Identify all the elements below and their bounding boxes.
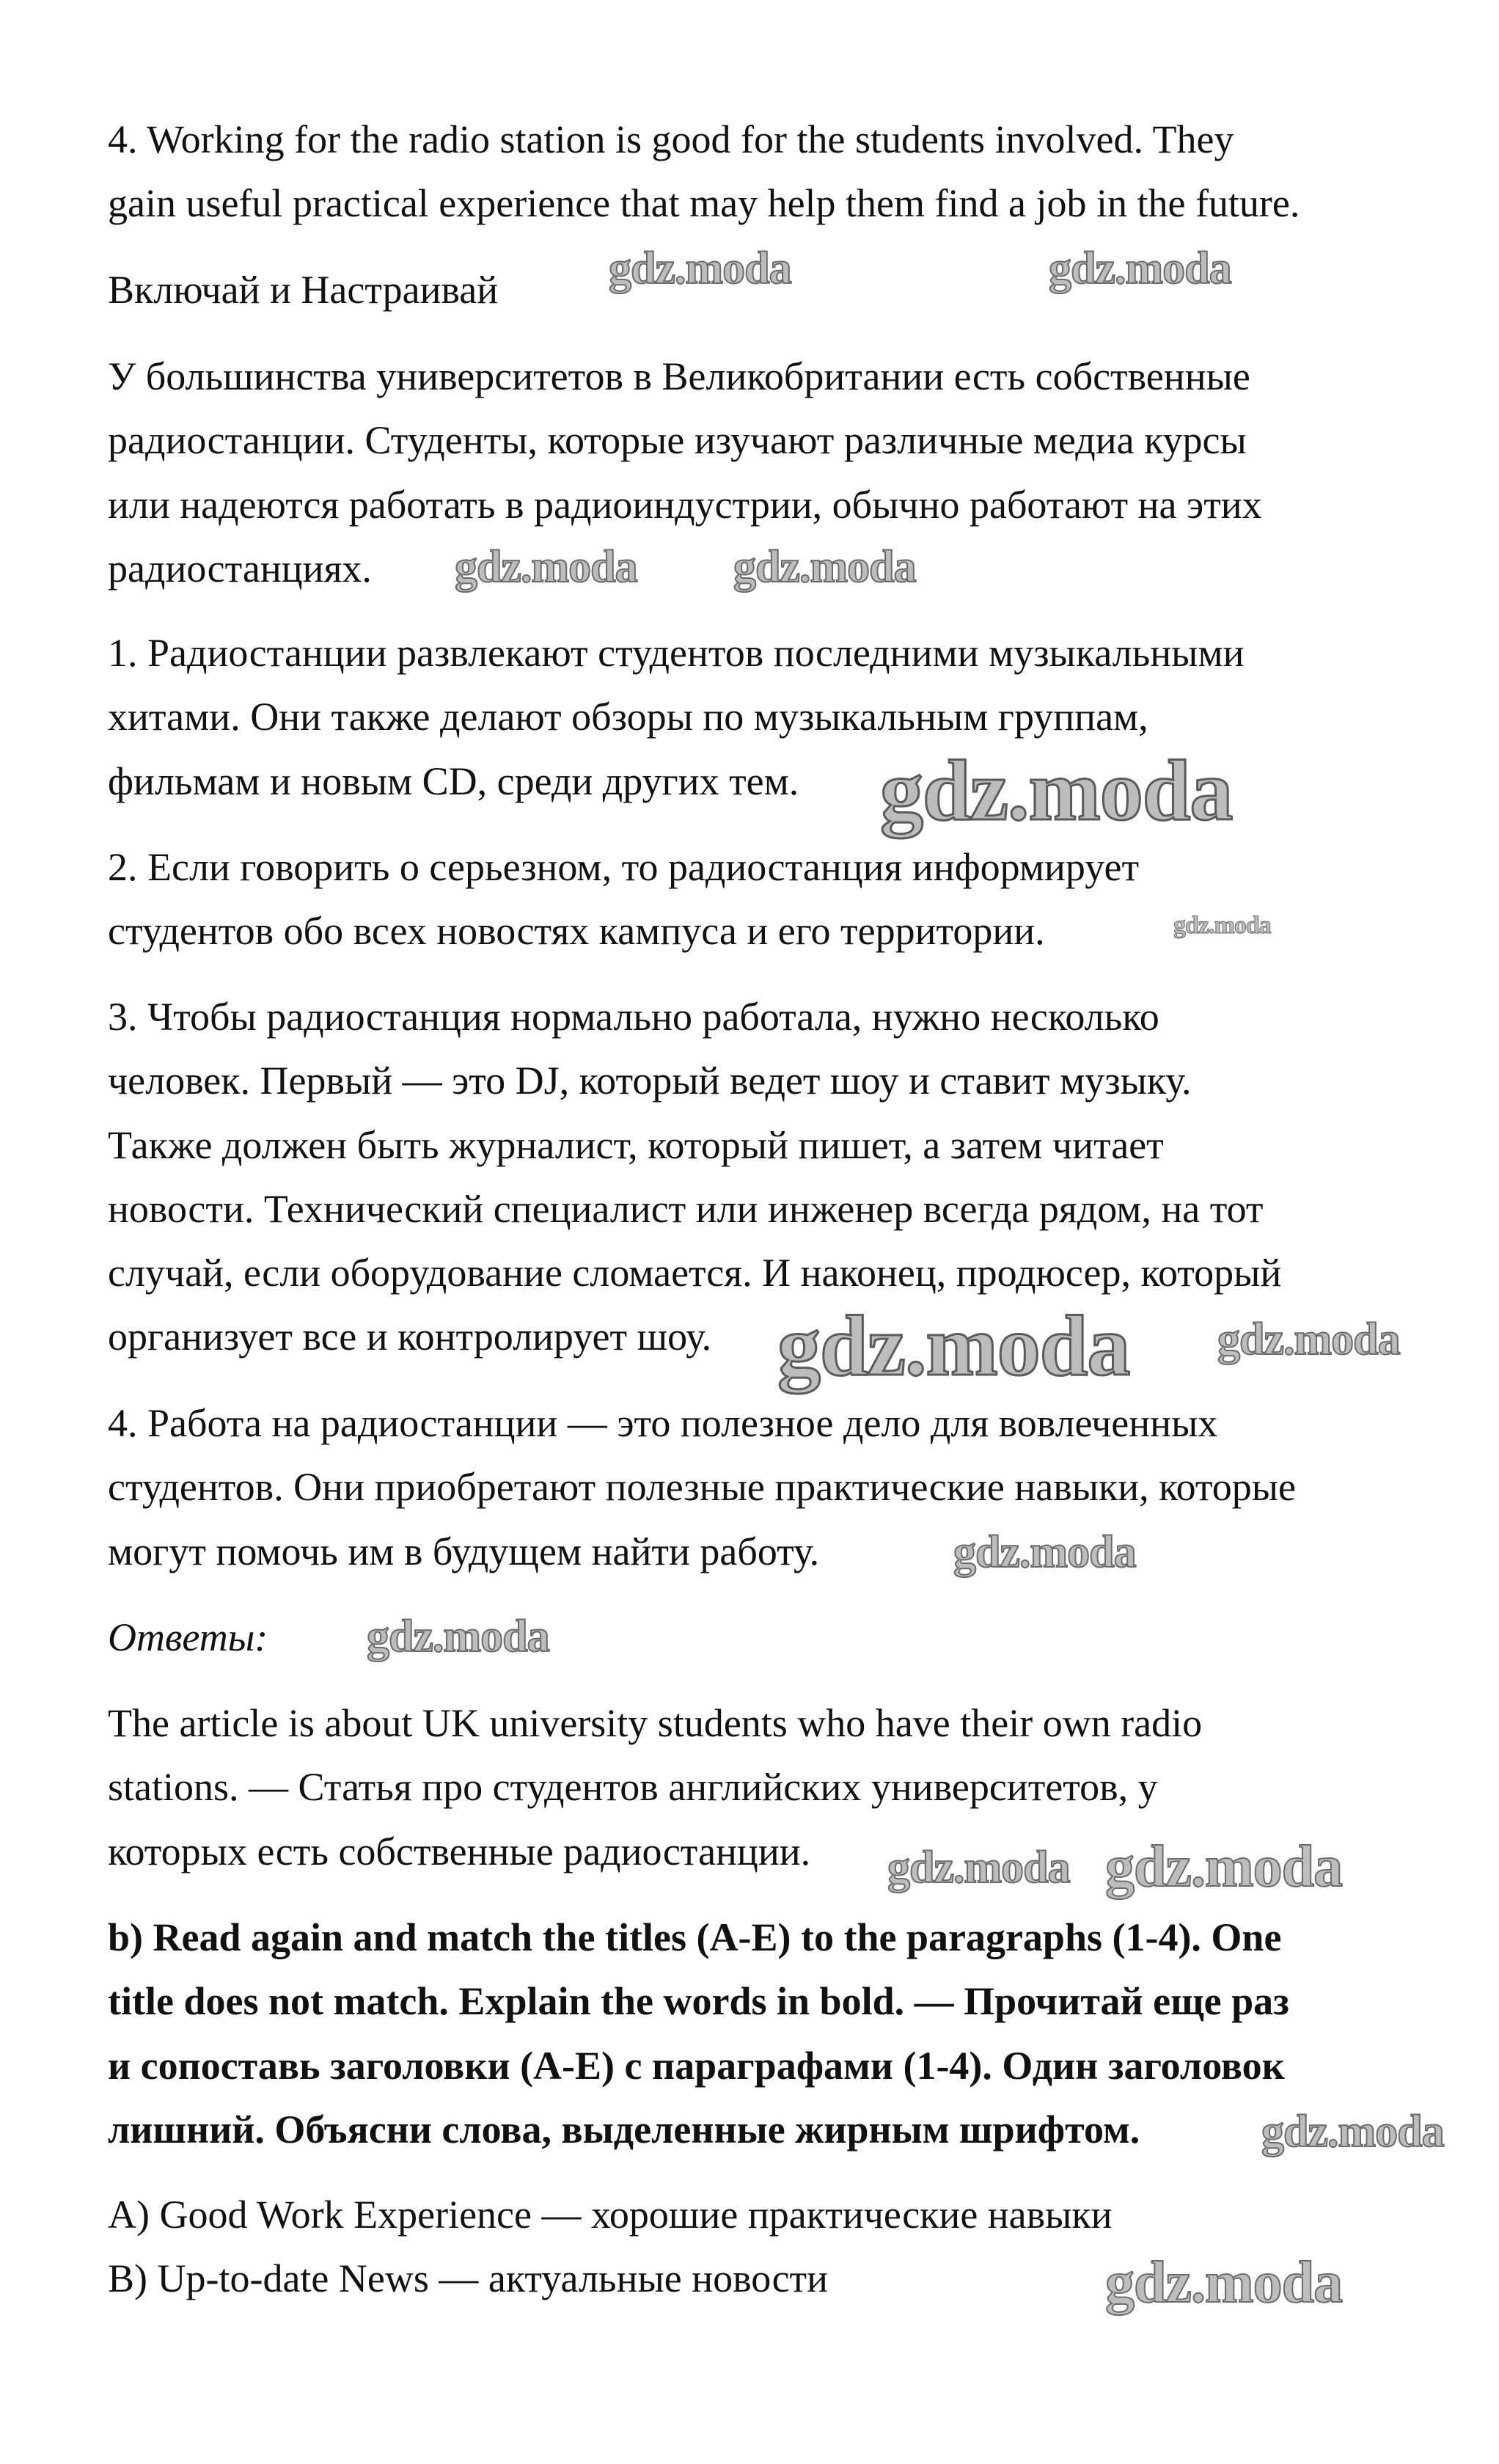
list-item-b [108,2247,828,2311]
text-line: 1. Радиостанции развлекают студентов последними музыкальными [108,631,1245,675]
text-line: stations. — Статья про студентов английских университетов, у [108,1765,1158,1810]
watermark: gdz.moda [1105,2251,1343,2315]
text-line: Также должен быть журналист, который пишет, а затем читает [108,1122,1164,1167]
section-title [108,258,498,322]
text-line: A) Good Work Experience — хорошие практические навыки [108,2193,1113,2237]
text-line: The article is about UK university students who have their own radio [108,1701,1203,1745]
intro-paragraph [108,345,1262,601]
text-line: или надеются работать в радиоиндустрии, обычно работают на этих [108,482,1262,527]
paragraph-en-4 [108,108,1300,236]
text-line: 4. Работа на радиостанции — это полезное дело для вовлеченных [108,1401,1218,1445]
text-line: лишний. Объясни слова, выделенные жирным шрифтом. [108,2107,1140,2152]
text-line: 2. Если говорить о серьезном, то радиостанция информирует [108,845,1140,889]
text-line: радиостанции. Студенты, которые изучают различные медиа курсы [108,418,1247,463]
text-line: студентов обо всех новостях кампуса и его территории. [108,909,1045,954]
watermark: gdz.moda [455,542,637,592]
watermark: gdz.moda [880,742,1233,838]
text-line: 4. Working for the radio station is good for the students involved. They [108,117,1234,161]
watermark: gdz.moda [367,1612,549,1661]
text-line: человек. Первый — это DJ, который ведет шоу и ставит музыку. [108,1059,1192,1103]
text-line: b) Read again and match the titles (A-E) to the paragraphs (1-4). One [108,1915,1282,1959]
text-line: B) Up-to-date News — актуальные новости [108,2256,829,2300]
watermark: gdz.moda [1261,2107,1444,2157]
text-line: title does not match. Explain the words in bold. — Прочитай еще раз [108,1979,1289,2024]
text-line: и сопоставь заголовки (A-E) с параграфами (1-4). Один заголовок [108,2043,1285,2088]
watermark: gdz.moda [1105,1835,1343,1899]
text-line: У большинства университетов в Великобритании есть собственные [108,354,1250,398]
watermark: gdz.moda [777,1298,1130,1394]
text-line: случай, если оборудование сломается. И наконец, продюсер, который [108,1251,1282,1295]
watermark: gdz.moda [887,1843,1070,1893]
watermark: gdz.moda [1217,1315,1400,1364]
task-b-heading [108,1906,1289,2162]
paragraph-ru-2 [108,836,1139,964]
text-line: Ответы: [108,1615,268,1659]
text-line: хитами. Они также делают обзоры по музыкальным группам, [108,695,1148,739]
watermark: gdz.moda [1049,244,1231,293]
text-line: фильмам и новым CD, среди других тем. [108,758,799,803]
text-line: 3. Чтобы радиостанция нормально работала, нужно несколько [108,995,1159,1039]
text-line: новости. Технический специалист или инженер всегда рядом, на тот [108,1186,1264,1231]
text-line: Включай и Настраивай [108,268,499,312]
watermark: gdz.moda [953,1527,1136,1577]
watermark: gdz.moda [609,244,791,293]
text-line: которых есть собственные радиостанции. [108,1829,811,1873]
text-line: могут помочь им в будущем найти работу. [108,1529,820,1573]
watermark: gdz.moda [733,542,916,592]
list-item-a [108,2183,1113,2247]
watermark: gdz.moda [1173,912,1271,939]
text-line: студентов. Они приобретают полезные практические навыки, которые [108,1465,1297,1510]
text-line: gain useful practical experience that may help them find a job in the future. [108,181,1300,226]
text-line: организует все и контролирует шоу. [108,1315,712,1359]
answers-label [108,1606,268,1670]
text-line: радиостанциях. [108,546,372,591]
